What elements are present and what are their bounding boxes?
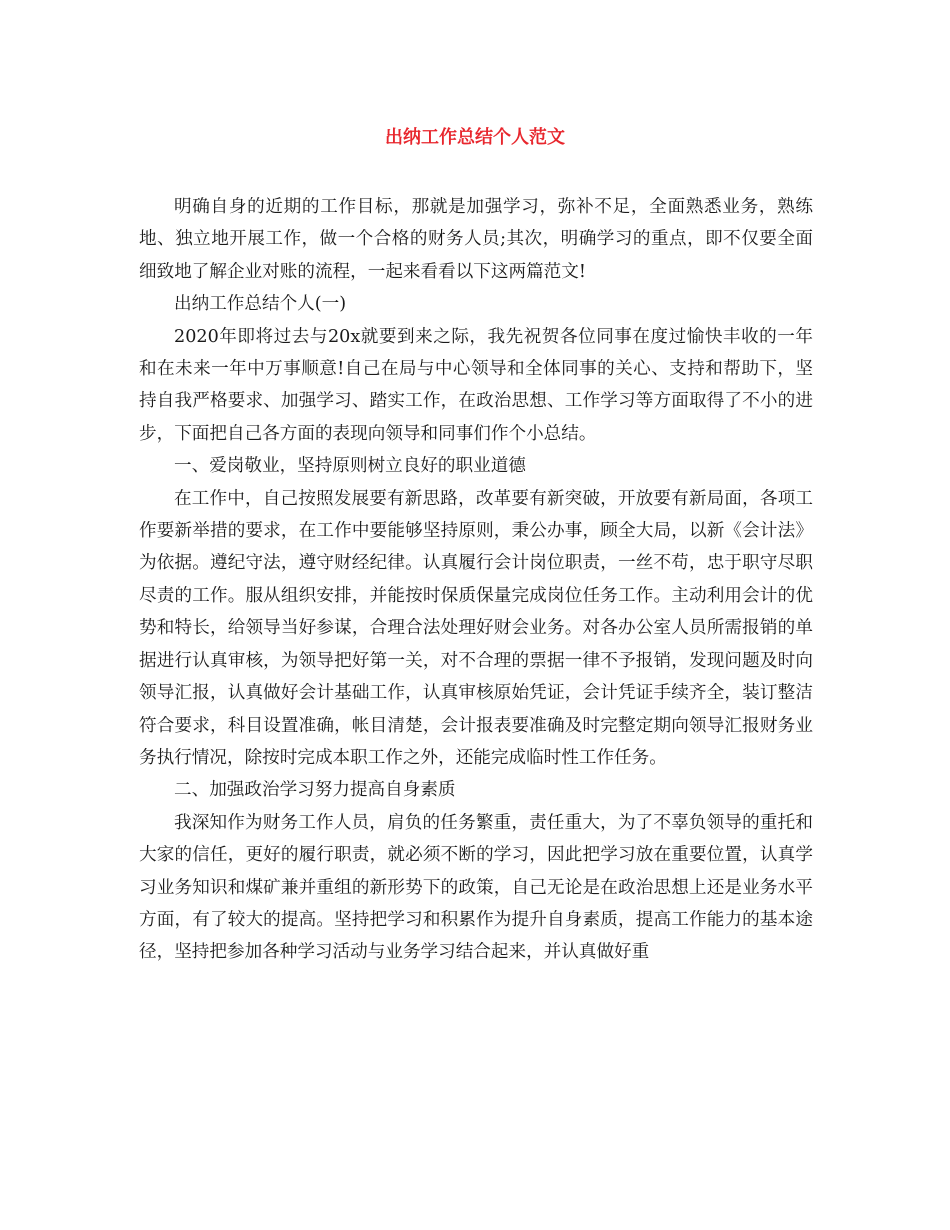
section-heading: 一、爱岗敬业，坚持原则树立良好的职业道德 [174,456,526,477]
body-paragraph: 2020年即将过去与20x就要到来之际，我先祝贺各位同事在度过愉快丰收的一年和在未来一年中万事顺意!自己在局与中心领导和全体同事的关心、支持和帮助下，坚持自我严格要求、加强学习、踏实工作，在政治思想、工作学习等方面取得了不小的进步，下面把自己各方面的表现向领导和同事们作个小总结。 [139,326,813,444]
intro-paragraph: 明确自身的近期的工作目标，那就是加强学习，弥补不足，全面熟悉业务，熟练地、独立地开展工作，做一个合格的财务人员;其次，明确学习的重点，即不仅要全面细致地了解企业对账的流程，一起来看看以下这两篇范文! [139,197,813,282]
section-heading: 出纳工作总结个人(一) [174,294,347,315]
document-title: 出纳工作总结个人范文 [385,127,565,148]
body-paragraph: 我深知作为财务工作人员，肩负的任务繁重，责任重大，为了不辜负领导的重托和大家的信任，更好的履行职责，就必须不断的学习，因此把学习放在重要位置，认真学习业务知识和煤矿兼并重组的新形势下的政策，自己无论是在政治思想上还是业务水平方面，有了较大的提高。坚持把学习和积累作为提升自身素质，提高工作能力的基本途径，坚持把参加各种学习活动与业务学习结合起来，并认真做好重 [139,812,813,963]
body-paragraph: 在工作中，自己按照发展要有新思路，改革要有新突破，开放要有新局面，各项工作要新举措的要求，在工作中要能够坚持原则，秉公办事，顾全大局，以新《会计法》为依据。遵纪守法，遵守财经纪律。认真履行会计岗位职责，一丝不苟，忠于职守尽职尽责的工作。服从组织安排，并能按时保质保量完成岗位任务工作。主动利用会计的优势和特长，给领导当好参谋，合理合法处理好财会业务。对各办公室人员所需报销的单据进行认真审核，为领导把好第一关，对不合理的票据一律不予报销，发现问题及时向领导汇报，认真做好会计基础工作，认真审核原始凭证，会计凭证手续齐全，装订整洁符合要求，科目设置准确，帐目清楚，会计报表要准确及时完整定期向领导汇报财务业务执行情况，除按时完成本职工作之外，还能完成临时性工作任务。 [139,488,813,768]
section-heading: 二、加强政治学习努力提高自身素质 [174,780,456,801]
document-body [139,191,813,969]
